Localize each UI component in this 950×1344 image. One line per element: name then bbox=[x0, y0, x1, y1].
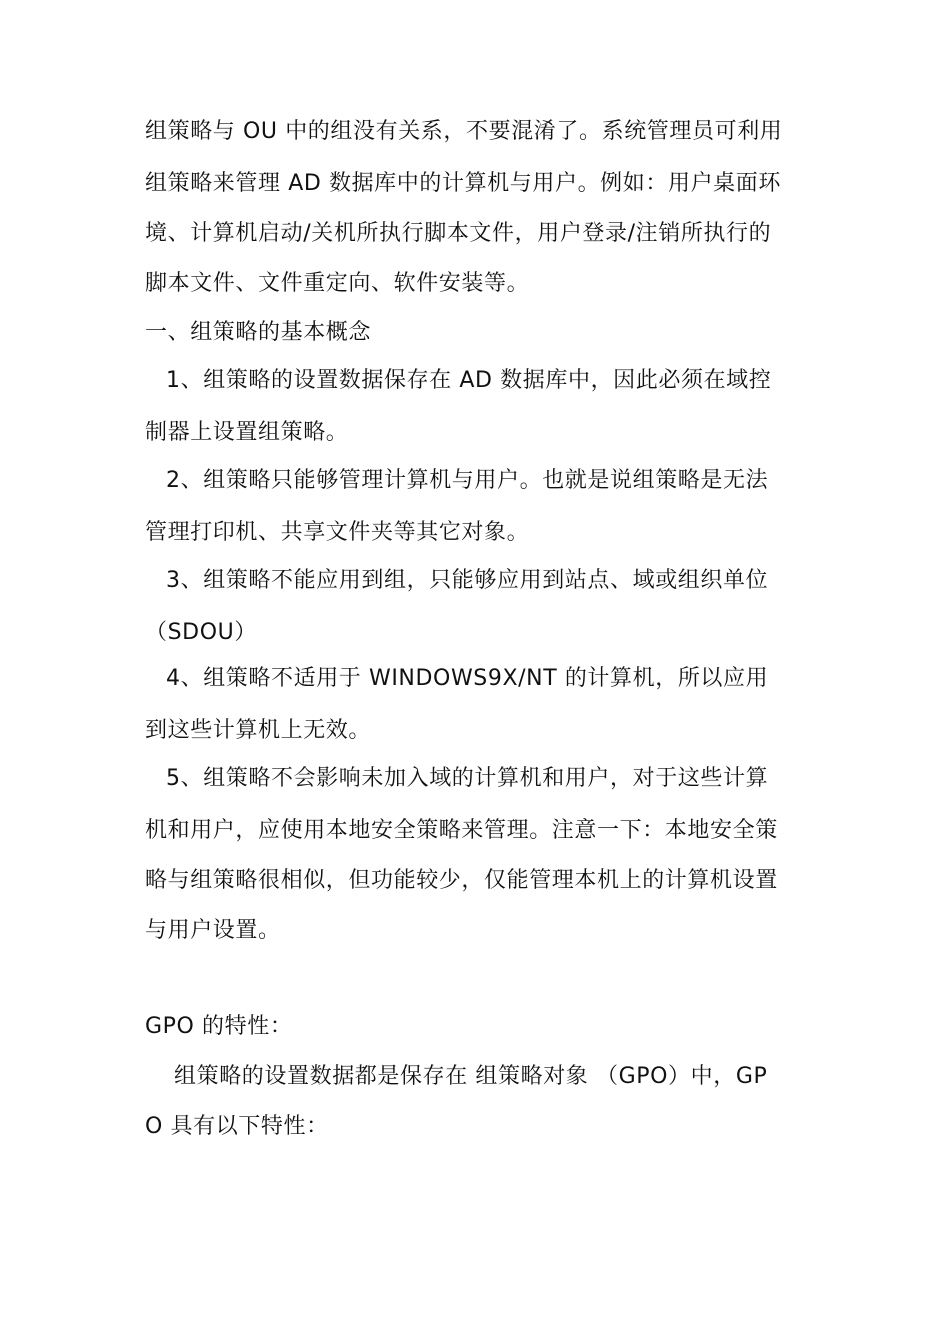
item-5-line-2: 机和用户，应使用本地安全策略来管理。注意一下：本地安全策 bbox=[145, 818, 778, 843]
item-3-line-2: （SDOU） bbox=[145, 620, 257, 645]
intro-line-2: 组策略来管理 AD 数据库中的计算机与用户。例如：用户桌面环 bbox=[145, 171, 781, 196]
item-1-line-1: 1、组策略的设置数据保存在 AD 数据库中，因此必须在域控 bbox=[166, 368, 772, 393]
item-3-line-1: 3、组策略不能应用到组，只能够应用到站点、域或组织单位 bbox=[166, 568, 769, 593]
intro-line-1: 组策略与 OU 中的组没有关系，不要混淆了。系统管理员可利用 bbox=[145, 119, 783, 144]
item-5-line-3: 略与组策略很相似，但功能较少，仅能管理本机上的计算机设置 bbox=[145, 868, 778, 893]
section-heading-gpo-properties: GPO 的特性： bbox=[145, 1014, 293, 1039]
item-2-line-2: 管理打印机、共享文件夹等其它对象。 bbox=[145, 520, 530, 545]
item-5-line-1: 5、组策略不会影响未加入域的计算机和用户，对于这些计算 bbox=[166, 766, 769, 791]
item-4-line-2: 到这些计算机上无效。 bbox=[145, 718, 372, 743]
section-heading-basic-concepts: 一、组策略的基本概念 bbox=[145, 320, 372, 345]
intro-line-3: 境、计算机启动/关机所执行脚本文件，用户登录/注销所执行的 bbox=[145, 221, 772, 246]
item-5-line-4: 与用户设置。 bbox=[145, 918, 281, 943]
item-2-line-1: 2、组策略只能够管理计算机与用户。也就是说组策略是无法 bbox=[166, 468, 769, 493]
item-1-line-2: 制器上设置组策略。 bbox=[145, 420, 349, 445]
item-4-line-1: 4、组策略不适用于 WINDOWS9X/NT 的计算机，所以应用 bbox=[166, 666, 769, 691]
gpo-paragraph-line-1: 组策略的设置数据都是保存在 组策略对象 （GPO）中，GP bbox=[174, 1064, 768, 1089]
gpo-paragraph-line-2: O 具有以下特性： bbox=[145, 1114, 329, 1139]
intro-line-4: 脚本文件、文件重定向、软件安装等。 bbox=[145, 271, 530, 296]
